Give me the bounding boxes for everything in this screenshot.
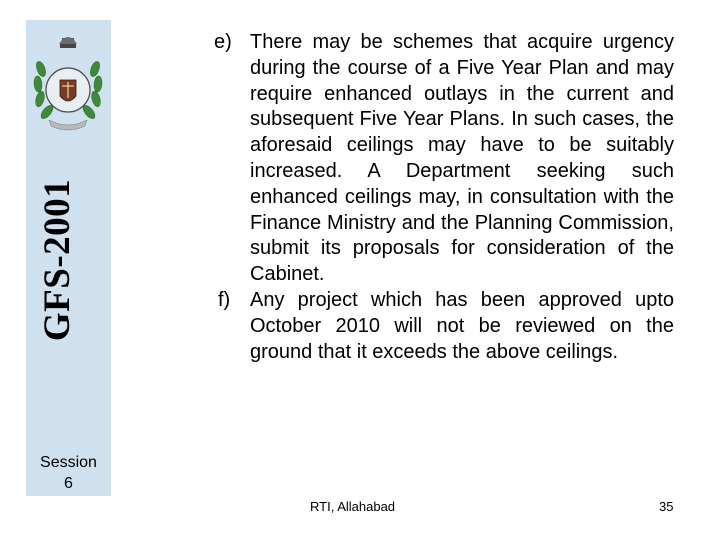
- page-number: 35: [659, 499, 674, 514]
- list-marker: e): [214, 31, 232, 53]
- footer-source: RTI, Allahabad: [310, 499, 396, 514]
- emblem-logo-icon: [29, 24, 107, 134]
- session-number: 6: [64, 475, 73, 492]
- slide-body: [214, 30, 674, 365]
- course-title: GFS-2001: [37, 178, 78, 342]
- list-item-text: There may be schemes that acquire urgency during the course of a Five Year Plan and may require enhanced outlays in the current and subsequent Five Year Plans. In such cases, the aforesaid ceilings may have to be suitably increased. A Department seeking such enhanced ceilings may, in consultation with the Finance Ministry and the Planning Commission, submit its proposals for consideration of the Cabinet.: [250, 31, 674, 286]
- sidebar-band: [26, 20, 111, 496]
- session-label: Session: [40, 454, 97, 471]
- session-label-block: [26, 452, 111, 494]
- list-item-f: [214, 288, 674, 365]
- list-item-e: [214, 30, 674, 288]
- list-marker: f): [218, 288, 231, 311]
- list-item-text: Any project which has been approved upto October 2010 will not be reviewed on the ground that it exceeds the above ceilings.: [250, 288, 674, 363]
